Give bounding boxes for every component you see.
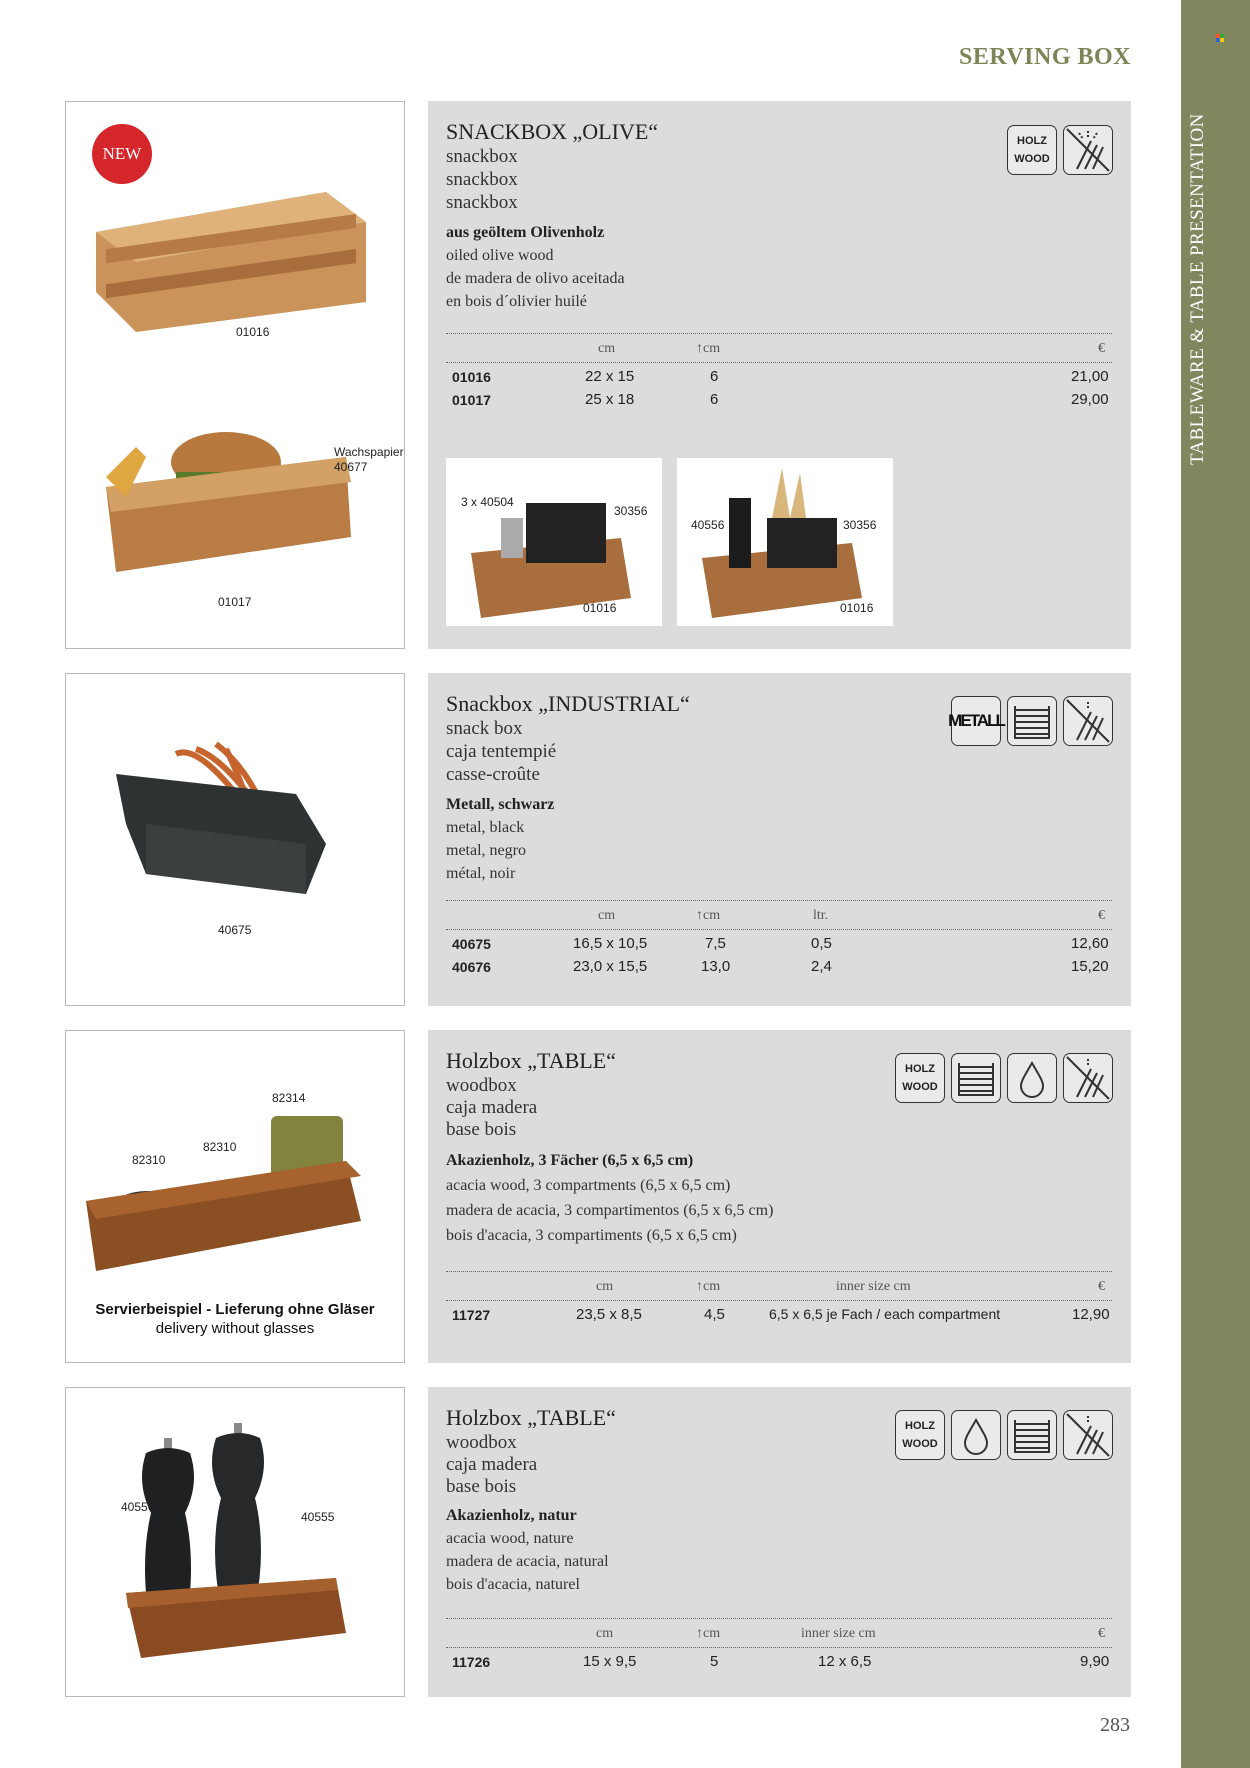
material: acacia wood, 3 compartments (6,5 x 6,5 cm) [446, 1177, 731, 1194]
color-dots-icon [1216, 34, 1224, 42]
product-panel-industrial [428, 673, 1131, 1006]
divider [446, 929, 1112, 930]
product-image-box [65, 1387, 405, 1697]
col-header: cm [598, 341, 616, 356]
height-cell: 6 [710, 391, 719, 408]
material-bold: Akazienholz, 3 Fächer (6,5 x 6,5 cm) [446, 1152, 694, 1169]
product-subtitle: snackbox [446, 146, 518, 167]
image-label: 82310 [203, 1140, 237, 1154]
material: de madera de olivo aceitada [446, 270, 625, 287]
material: metal, black [446, 819, 525, 836]
size-cell: 23,5 x 8,5 [576, 1306, 642, 1323]
image-caption: delivery without glasses [155, 1320, 315, 1337]
divider [446, 1271, 1112, 1272]
arrow-up-icon: ↑ [696, 908, 703, 923]
col-header: € [1098, 1279, 1105, 1294]
product-subtitle: snackbox [446, 192, 518, 213]
height-cell: 7,5 [705, 935, 726, 952]
no-dishwasher-icon [1063, 696, 1113, 746]
product-subtitle: snack box [446, 718, 523, 739]
col-header: € [1098, 341, 1105, 356]
product-title: Snackbox „INDUSTRIAL“ [446, 691, 690, 716]
article-number: 40676 [452, 959, 491, 975]
product-panel-table-natur [428, 1387, 1131, 1697]
product-subtitle: caja madera [446, 1454, 538, 1475]
article-number: 11727 [452, 1307, 491, 1323]
divider [446, 333, 1112, 334]
material-list [446, 221, 625, 313]
material: en bois d´olivier huilé [446, 293, 587, 310]
inner-size-cell: 6,5 x 6,5 je Fach / each compartment [769, 1306, 1001, 1322]
icon-group [895, 1410, 1113, 1460]
serving-example-photo [677, 458, 893, 626]
height-cell: 6 [710, 368, 719, 385]
photo-label: 01016 [840, 601, 874, 615]
col-header: ltr. [813, 908, 829, 923]
material: acacia wood, nature [446, 1530, 574, 1547]
size-cell: 22 x 15 [585, 368, 635, 385]
page-number: 283 [1100, 1714, 1130, 1736]
product-subtitle: caja madera [446, 1097, 538, 1118]
metal-icon: METALL [951, 696, 1001, 746]
col-header: € [1098, 1626, 1105, 1641]
volume-cell: 2,4 [811, 958, 832, 975]
product-image-box [65, 1030, 405, 1363]
acacia-box-jars-image [76, 1091, 396, 1291]
image-label: 40675 [218, 923, 252, 937]
article-number: 01017 [452, 392, 491, 408]
new-badge: NEW [92, 124, 152, 184]
col-header: € [1098, 908, 1105, 923]
arrow-up-icon: ↑ [696, 1626, 703, 1641]
product-subtitle: snackbox [446, 169, 518, 190]
material: bois d'acacia, naturel [446, 1576, 580, 1593]
photo-label: 3 x 40504 [461, 495, 514, 509]
holz-wood-icon: HOLZ WOOD [895, 1410, 945, 1460]
col-header: cm [598, 908, 616, 923]
height-cell: 13,0 [701, 958, 731, 975]
divider [446, 900, 1112, 901]
material-list [446, 793, 554, 885]
image-label: 82310 [132, 1153, 166, 1167]
height-cell: 5 [710, 1653, 719, 1670]
product-subtitle: base bois [446, 1119, 517, 1140]
divider [446, 1647, 1112, 1648]
photo-label: 01016 [583, 601, 617, 615]
photo-label: 30356 [614, 504, 648, 518]
price-cell: 21,00 [1071, 368, 1109, 385]
stackable-icon [951, 1053, 1001, 1103]
price-cell: 12,90 [1072, 1306, 1110, 1323]
volume-cell: 0,5 [811, 935, 832, 952]
col-header: cm [596, 1626, 614, 1641]
product-subtitle: woodbox [446, 1075, 517, 1096]
divider [446, 362, 1112, 363]
material: madera de acacia, 3 compartimentos (6,5 x 6,5 cm) [446, 1202, 774, 1219]
price-cell: 15,20 [1071, 958, 1109, 975]
side-band [1181, 0, 1250, 1768]
price-cell: 12,60 [1071, 935, 1109, 952]
holz-wood-icon: HOLZ WOOD [1007, 125, 1057, 175]
size-cell: 15 x 9,5 [583, 1653, 637, 1670]
photo-label: 30356 [843, 518, 877, 532]
material-bold: aus geöltem Olivenholz [446, 224, 605, 241]
product-subtitle: casse-croûte [446, 764, 540, 785]
burger-crate-image [76, 387, 376, 587]
product-title: Holzbox „TABLE“ [446, 1405, 616, 1430]
divider [446, 1300, 1112, 1301]
product-subtitle: woodbox [446, 1432, 517, 1453]
water-drop-icon [951, 1410, 1001, 1460]
no-dishwasher-icon [1063, 125, 1113, 175]
icon-group [1007, 125, 1113, 175]
material: métal, noir [446, 865, 516, 882]
image-label: 01017 [218, 595, 252, 609]
image-label: 40677 [334, 460, 368, 474]
product-title: Holzbox „TABLE“ [446, 1048, 616, 1073]
material: madera de acacia, natural [446, 1553, 609, 1570]
height-col-header: ↑cm [696, 1626, 721, 1641]
serving-example-photo [446, 458, 662, 626]
height-cell: 4,5 [704, 1306, 725, 1323]
size-cell: 16,5 x 10,5 [573, 935, 648, 952]
product-title: SNACKBOX „OLIVE“ [446, 119, 659, 144]
material-bold: Metall, schwarz [446, 796, 555, 813]
height-col-header: ↑cm [696, 341, 721, 356]
stackable-icon [1007, 1410, 1057, 1460]
material: bois d'acacia, 3 compartiments (6,5 x 6,5 cm) [446, 1227, 737, 1244]
photo-label: 40556 [691, 518, 725, 532]
no-dishwasher-icon [1063, 1410, 1113, 1460]
material: metal, negro [446, 842, 526, 859]
col-header: cm [596, 1279, 614, 1294]
image-label: 82314 [272, 1091, 306, 1105]
article-number: 01016 [452, 369, 491, 385]
article-number: 40675 [452, 936, 491, 952]
image-label: Wachspapier [334, 445, 404, 459]
arrow-up-icon: ↑ [696, 341, 703, 356]
stackable-icon [1007, 696, 1057, 746]
holz-wood-icon: HOLZ WOOD [895, 1053, 945, 1103]
image-label: 40555 [301, 1510, 335, 1524]
water-drop-icon [1007, 1053, 1057, 1103]
image-caption-bold: Servierbeispiel - Lieferung ohne Gläser [95, 1301, 375, 1318]
height-col-header: ↑cm [696, 1279, 721, 1294]
article-number: 11726 [452, 1654, 491, 1670]
price-cell: 29,00 [1071, 391, 1109, 408]
icon-group [895, 1053, 1113, 1103]
size-cell: 25 x 18 [585, 391, 635, 408]
height-col-header: ↑cm [696, 908, 721, 923]
inner-size-cell: 12 x 6,5 [818, 1653, 872, 1670]
page-title: SERVING BOX [958, 44, 1131, 70]
size-cell: 23,0 x 15,5 [573, 958, 648, 975]
col-header: inner size cm [836, 1279, 911, 1294]
no-dishwasher-icon [1063, 1053, 1113, 1103]
acacia-box-mills-image [106, 1418, 366, 1668]
arrow-up-icon: ↑ [696, 1279, 703, 1294]
industrial-box-image [106, 734, 366, 924]
image-label: 01016 [236, 325, 270, 339]
col-header: inner size cm [801, 1626, 876, 1641]
material: oiled olive wood [446, 247, 554, 264]
material-bold: Akazienholz, natur [446, 1507, 577, 1524]
price-cell: 9,90 [1080, 1653, 1110, 1670]
side-title: TABLEWARE & TABLE PRESENTATION [1187, 113, 1208, 465]
product-image-box [65, 101, 405, 649]
image-label: 40556 [121, 1500, 155, 1514]
olive-crate-image [86, 182, 386, 342]
product-subtitle: caja tentempié [446, 741, 557, 762]
material-list [446, 1504, 609, 1596]
product-panel-table-3 [428, 1030, 1131, 1363]
icon-group [948, 696, 1113, 746]
product-subtitle: base bois [446, 1476, 517, 1497]
divider [446, 1618, 1112, 1619]
material-list [446, 1148, 773, 1248]
product-panel-olive [428, 101, 1131, 649]
product-image-box [65, 673, 405, 1006]
